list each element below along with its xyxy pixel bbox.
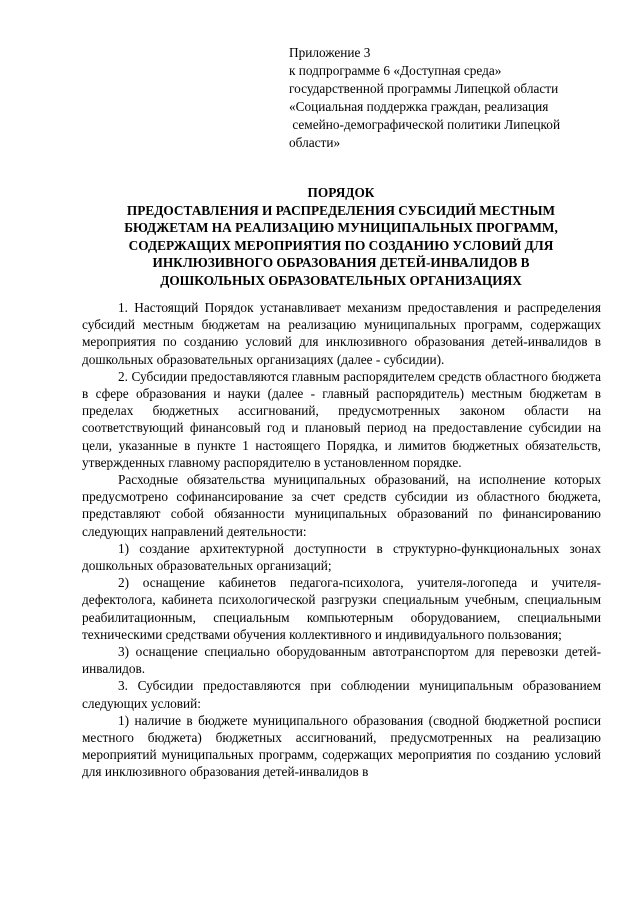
paragraph: Расходные обязательства муниципальных образований, на исполнение которых предусмотрено софинансирование за счет средств субсидии из областного бюджета, представляют собой обязанности муниципальных образований по финансированию следующих направлений деятельности:: [82, 472, 601, 539]
title-line: ПРЕДОСТАВЛЕНИЯ И РАСПРЕДЕЛЕНИЯ СУБСИДИЙ МЕСТНЫМ: [126, 202, 556, 218]
title-line: ПОРЯДОК: [307, 185, 375, 200]
appendix-line: «Социальная поддержка граждан, реализация: [289, 99, 549, 114]
appendix-line: семейно-демографической политики Липецкой: [289, 117, 561, 132]
paragraph: 2) оснащение кабинетов педагога-психолога, учителя-логопеда и учителя-дефектолога, кабинета психологической разгрузки специальным учебным, специальным реабилитационным, специальным компьютерным оборудованием, специальными техническими средствами обучения коллективного и индивидуального пользования;: [82, 575, 601, 642]
appendix-line: государственной программы Липецкой области: [289, 81, 559, 96]
title-line: БЮДЖЕТАМ НА РЕАЛИЗАЦИЮ МУНИЦИПАЛЬНЫХ ПРОГРАММ,: [124, 220, 558, 235]
paragraph: 3. Субсидии предоставляются при соблюдении муниципальным образованием следующих условий:: [82, 678, 601, 711]
appendix-line: области»: [289, 135, 341, 150]
paragraph: 3) оснащение специально оборудованным автотранспортом для перевозки детей-инвалидов.: [82, 644, 601, 677]
paragraph: 1. Настоящий Порядок устанавливает механизм предоставления и распределения субсидий местным бюджетам на реализацию муниципальных программ, содержащих мероприятия по созданию условий для инклюзивного образования детей-инвалидов в дошкольных образовательных организациях (далее - субсидии).: [82, 300, 601, 367]
title-line: ИНКЛЮЗИВНОГО ОБРАЗОВАНИЯ ДЕТЕЙ-ИНВАЛИДОВ В: [152, 255, 530, 270]
title-line: СОДЕРЖАЩИХ МЕРОПРИЯТИЯ ПО СОЗДАНИЮ УСЛОВИЙ ДЛЯ: [128, 237, 554, 253]
appendix-line: Приложение 3: [289, 45, 371, 60]
document-body: [82, 299, 601, 781]
title-line: ДОШКОЛЬНЫХ ОБРАЗОВАТЕЛЬНЫХ ОРГАНИЗАЦИЯХ: [160, 272, 522, 288]
paragraph: 1) наличие в бюджете муниципального образования (сводной бюджетной росписи местного бюджета) бюджетных ассигнований, предусмотренных на реализацию мероприятий муниципальных программ, содержащих мероприятия по созданию условий для инклюзивного образования детей-инвалидов в: [82, 712, 601, 780]
paragraph: 1) создание архитектурной доступности в структурно-функциональных зонах дошкольных образовательных организаций;: [82, 540, 601, 574]
paragraph: 2. Субсидии предоставляются главным распорядителем средств областного бюджета в сфере образования и науки (далее - главный распорядитель) местным бюджетам в пределах бюджетных ассигнований, предусмотренных законом области на соответствующий финансовый год и плановый период на предоставление субсидии на цели, указанные в пункте 1 настоящего Порядка, и лимитов бюджетных обязательств, утвержденных главному распорядителю в установленном порядке.: [82, 368, 601, 470]
document-title: [80, 184, 602, 289]
appendix-header: [289, 44, 619, 152]
appendix-line: к подпрограмме 6 «Доступная среда»: [289, 63, 502, 78]
